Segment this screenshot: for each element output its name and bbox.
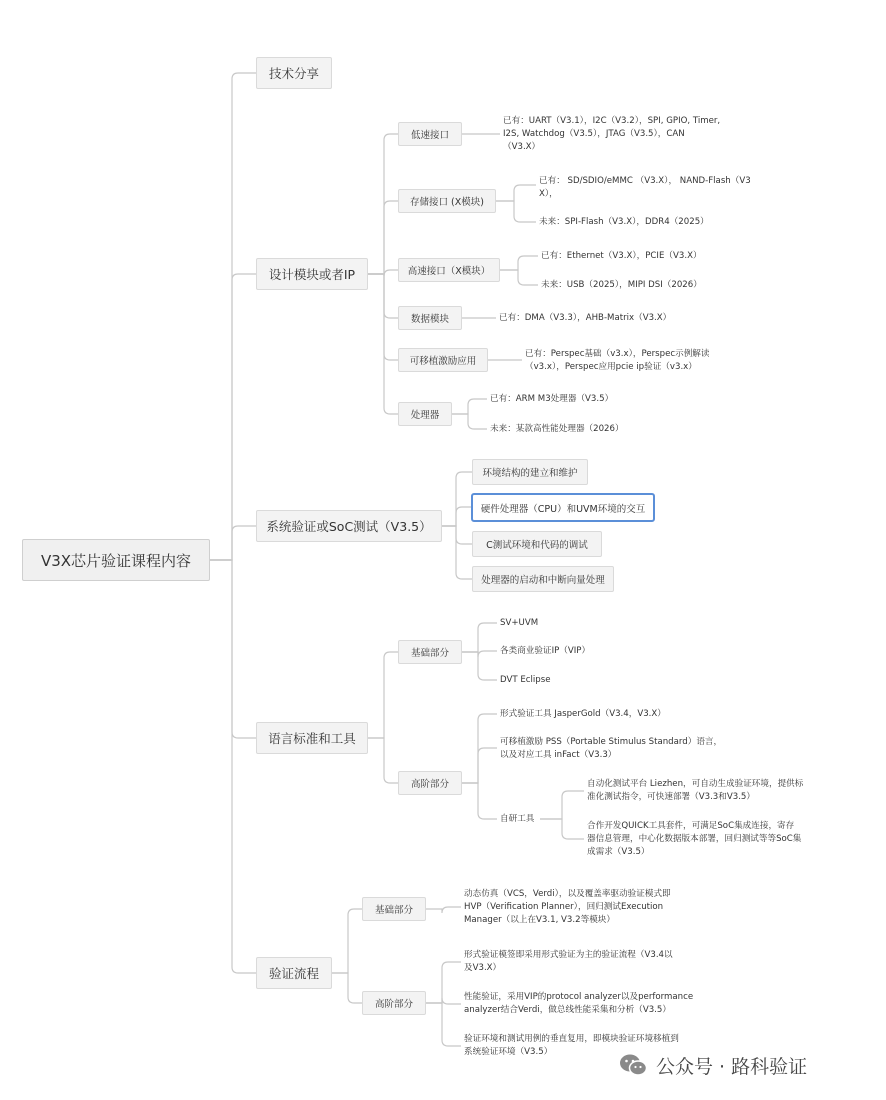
- edge-design-portable: [368, 274, 398, 360]
- node-portable[interactable]: 可移植激励应用: [398, 348, 488, 372]
- leaf-flow-performance: 性能验证，采用VIP的protocol analyzer以及performance analyzer结合Verdi，做总线性能采集和分析（V3.5）: [464, 992, 694, 1015]
- edge-self-quick: [540, 819, 584, 839]
- leaf-pss: 可移植激励 PSS（Portable Stimulus Standard）语言， 以及对应工具 inFact（V3.3）: [500, 737, 723, 760]
- wechat-icon: [618, 1052, 648, 1078]
- leaf-portable: 已有：Perspec基础（v3.x），Perspec示例解读 （v3.x），Perspec应用pcie ip验证（v3.x）: [525, 349, 710, 372]
- edge-soc-cpu: [442, 507, 472, 526]
- leaf-high-speed-future: 未来：USB（2025），MIPI DSI（2026）: [541, 280, 702, 290]
- leaf-flow-reuse: 验证环境和测试用例的垂直复用，即模块验证环境移植到 系统验证环境（V3.5）: [464, 1034, 679, 1057]
- leaf-formal-tool: 形式验证工具 JasperGold（V3.4，V3.X）: [500, 709, 666, 719]
- branch-flow[interactable]: 验证流程: [256, 957, 332, 989]
- edge-high-existing: [500, 256, 538, 270]
- node-storage[interactable]: 存储接口 (X模块): [398, 189, 496, 213]
- node-flow-basic[interactable]: 基础部分: [362, 897, 426, 921]
- leaf-flow-formal: 形式验证模签即采用形式验证为主的验证流程（V3.4以 及V3.X）: [464, 950, 673, 973]
- edge-root-design: [210, 274, 256, 560]
- leaf-processor-future: 未来：某款高性能处理器（2026）: [490, 424, 624, 434]
- leaf-liezhen: 自动化测试平台 Liezhen，可自动生成验证环境，提供标 准化测试指令，可快速部署（V3.3和V3.5）: [587, 779, 804, 802]
- edge-self-liezhen: [540, 791, 584, 819]
- branch-design-ip[interactable]: 设计模块或者IP: [256, 258, 368, 290]
- edge-design-low: [368, 134, 398, 274]
- watermark: [618, 1050, 807, 1080]
- edge-storage-future: [496, 201, 536, 222]
- edge-adv-pss: [462, 748, 497, 783]
- node-soc-env[interactable]: 环境结构的建立和维护: [472, 459, 588, 485]
- edge-soc-env: [442, 472, 472, 526]
- leaf-processor-existing: 已有：ARM M3处理器（V3.5）: [490, 394, 614, 404]
- node-high-speed[interactable]: 高速接口（X模块）: [398, 258, 500, 282]
- edge-root-lang: [210, 560, 256, 738]
- branch-soc-test[interactable]: 系统验证或SoC测试（V3.5）: [256, 510, 442, 542]
- node-soc-c-debug[interactable]: C测试环境和代码的调试: [472, 531, 602, 557]
- node-processor[interactable]: 处理器: [398, 402, 452, 426]
- leaf-storage-existing: 已有： SD/SDIO/eMMC （V3.X）， NAND-Flash（V3 X），: [539, 176, 751, 199]
- node-lang-advanced[interactable]: 高阶部分: [398, 771, 462, 795]
- node-soc-cpu-uvm[interactable]: 硬件处理器（CPU）和UVM环境的交互: [471, 493, 655, 522]
- node-low-speed[interactable]: 低速接口: [398, 122, 462, 146]
- edge-adv-self: [462, 783, 497, 819]
- leaf-storage-future: 未来：SPI-Flash（V3.X），DDR4（2025）: [539, 217, 709, 227]
- leaf-quick: 合作开发QUICK工具套件，可满足SoC集成连接，寄存 器信息管理，中心化数据版本部署，回归测试等等SoC集 成需求（V3.5）: [587, 821, 802, 857]
- edge-design-storage: [368, 201, 398, 274]
- root-node[interactable]: V3X芯片验证课程内容: [22, 539, 210, 581]
- edge-high-future: [500, 270, 538, 285]
- edge-basic-sv: [462, 623, 497, 652]
- edge-flow-adv: [332, 973, 362, 1003]
- branch-lang-tools[interactable]: 语言标准和工具: [256, 722, 368, 754]
- leaf-data: 已有：DMA（V3.3），AHB-Matrix（V3.X）: [499, 313, 672, 323]
- edge-root-tech: [210, 73, 256, 560]
- node-lang-basic[interactable]: 基础部分: [398, 640, 462, 664]
- edge-proc-existing: [452, 399, 487, 414]
- leaf-flow-basic: 动态仿真（VCS，Verdi），以及覆盖率驱动验证模式即 HVP（Verification Planner），回归测试Execution Manager（以上在V3.1, V3.2等模块）: [464, 889, 671, 925]
- edge-lang-adv: [368, 738, 398, 783]
- leaf-dvt: DVT Eclipse: [500, 675, 551, 685]
- edge-flow-basic-leaf: [426, 907, 461, 913]
- edge-flow-basic: [332, 909, 362, 973]
- leaf-vip: 各类商业验证IP（VIP）: [500, 646, 591, 656]
- leaf-self-tools: 自研工具: [500, 814, 535, 824]
- edge-root-soc: [210, 526, 256, 560]
- edge-basic-dvt: [462, 652, 497, 680]
- edge-soc-c: [442, 526, 472, 544]
- edge-lang-basic: [368, 652, 398, 738]
- edge-design-high: [368, 270, 398, 276]
- edge-storage-existing: [496, 185, 536, 201]
- edge-flowadv-reuse: [426, 1003, 461, 1046]
- leaf-low-speed: 已有：UART（V3.1），I2C（V3.2），SPI, GPIO, Timer, I2S, Watchdog（V3.5），JTAG（V3.5），CAN （V3.X）: [503, 116, 721, 152]
- watermark-text: 公众号 · 路科验证: [656, 1055, 808, 1078]
- edge-root-flow: [210, 560, 256, 973]
- leaf-sv-uvm: SV+UVM: [500, 618, 539, 628]
- edge-proc-future: [452, 414, 487, 429]
- branch-tech-share[interactable]: 技术分享: [256, 57, 332, 89]
- edge-flowadv-formal: [426, 962, 461, 1003]
- edge-soc-boot: [442, 526, 472, 579]
- edge-design-data: [368, 274, 398, 318]
- leaf-high-speed-existing: 已有：Ethernet（V3.X），PCIE（V3.X）: [541, 251, 702, 261]
- node-soc-boot[interactable]: 处理器的启动和中断向量处理: [472, 566, 614, 592]
- node-flow-advanced[interactable]: 高阶部分: [362, 991, 426, 1015]
- edge-design-proc: [368, 274, 398, 414]
- node-data[interactable]: 数据模块: [398, 306, 462, 330]
